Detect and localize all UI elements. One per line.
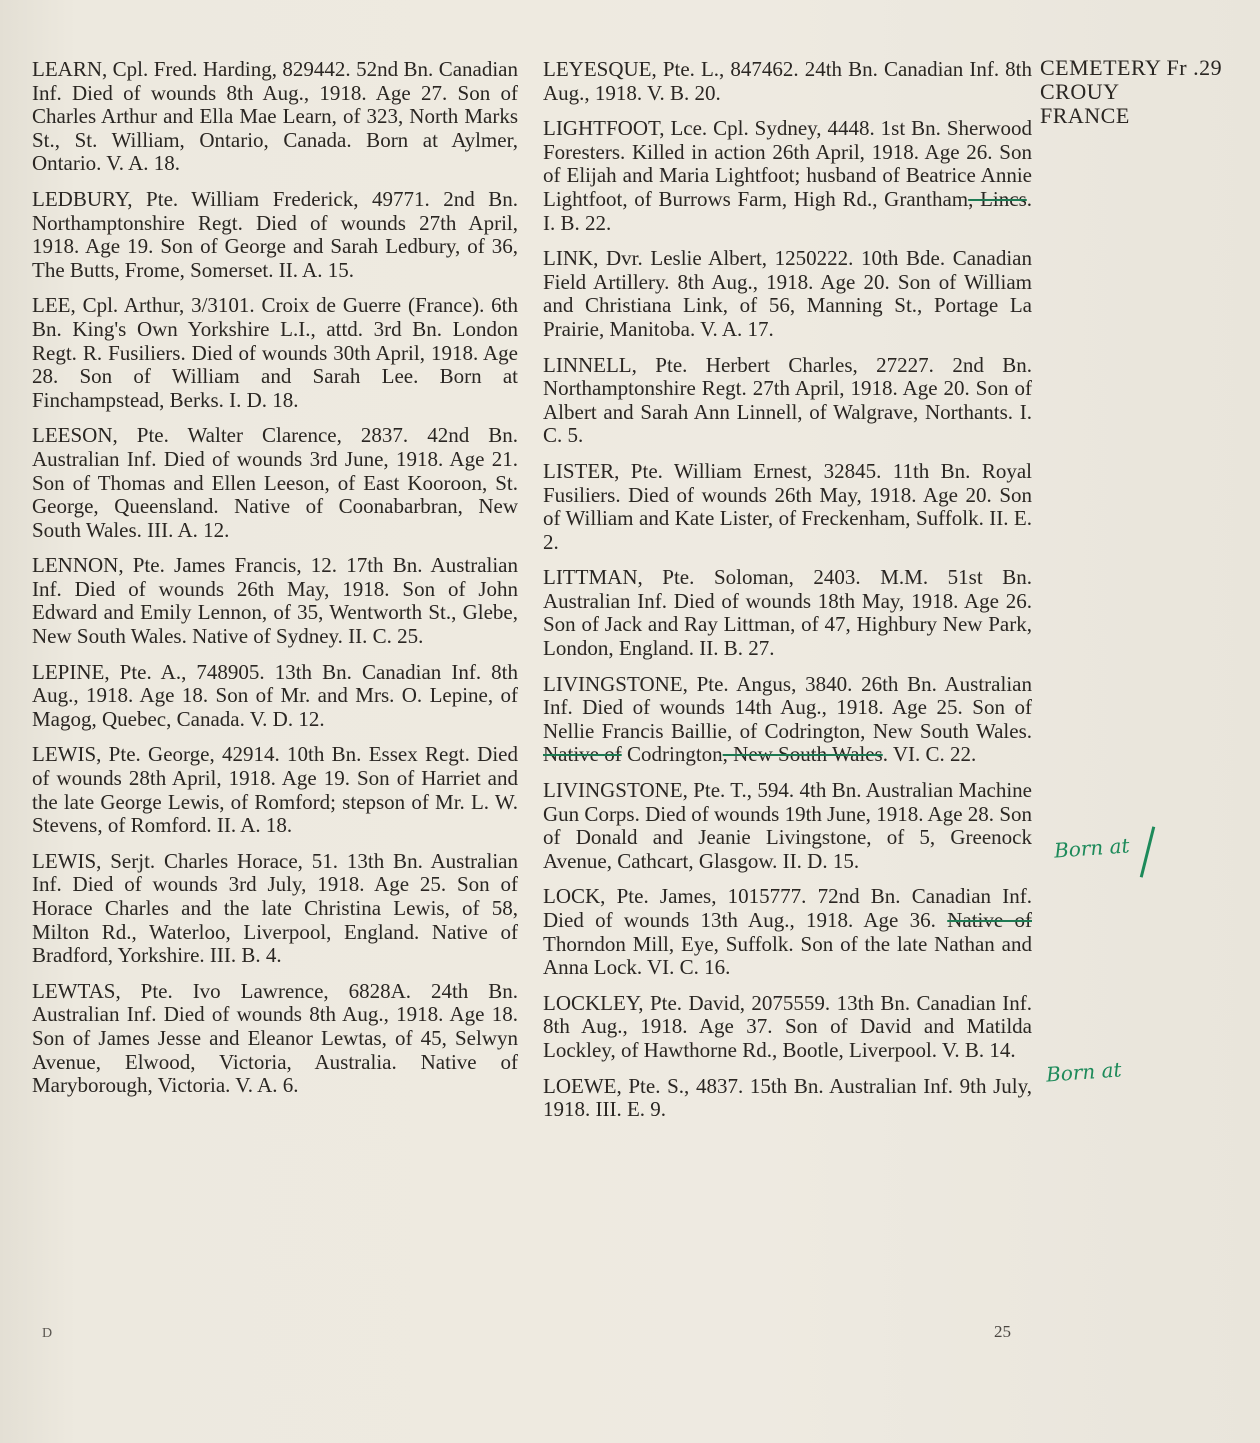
entry-lepine [32, 661, 518, 732]
handwritten-note-lock: Born at [1045, 1057, 1123, 1087]
entry-lennon [32, 554, 518, 648]
handwritten-slash-mark [1140, 826, 1155, 877]
entry-text: LEESON, Pte. Walter Clarence, 2837. 42nd Bn. Australian Inf. Died of wounds 3rd June, 1918. Age 21. Son of Thomas and Ellen Leeson, of East Kooroon, St. George, Queensland. Native of Coonabarbran, New South Wales. III. A. 12. [32, 423, 518, 542]
struck-text: Native of [947, 908, 1032, 932]
entry-leeson [32, 424, 518, 542]
entry-text: LEE, Cpl. Arthur, 3/3101. Croix de Guerre (France). 6th Bn. King's Own Yorkshire L.I., attd. 3rd Bn. London Regt. R. Fusiliers. Died of wounds 30th April, 1918. Age 28. Son of William and Sarah Lee. Born at Finchampstead, Berks. I. D. 18. [32, 293, 518, 412]
right-column [543, 58, 1032, 1134]
entry-text: LITTMAN, Pte. Soloman, 2403. M.M. 51st Bn. Australian Inf. Died of wounds 18th May, 1918. Age 26. Son of Jack and Ray Littman, of 47, Highbury New Park, London, England. II. B. 27. [543, 565, 1032, 661]
entry-text: LIGHTFOOT, Lce. Cpl. Sydney, 4448. 1st Bn. Sherwood Foresters. Killed in action 26th April, 1918. Age 26. Son of Elijah and Maria Lightfoot; husband of Beatrice Annie Lightfoot, of Burrows Farm, High Rd., Grantham, Lincs. I. B. 22. [543, 116, 1033, 235]
struck-text: Native of [543, 742, 622, 767]
entry-lock [543, 885, 1032, 979]
entry-linnell [543, 354, 1032, 448]
entry-lewis-charles [32, 850, 518, 968]
cemetery-line-2: CROUY [1040, 79, 1120, 104]
entry-lee [32, 294, 518, 412]
cemetery-line-1: CEMETERY Fr .29 [1040, 55, 1223, 80]
cemetery-header [1040, 56, 1222, 128]
entry-leyesque [543, 58, 1032, 105]
struck-text: , New South Wales [722, 742, 883, 767]
entry-text: LENNON, Pte. James Francis, 12. 17th Bn. Australian Inf. Died of wounds 26th May, 1918. Son of John Edward and Emily Lennon, of 35, Wentworth St., Glebe, New South Wales. Native of Sydney. II. C. 25. [32, 553, 518, 649]
cemetery-line-3: FRANCE [1040, 103, 1130, 128]
entry-text: LOEWE, Pte. S., 4837. 15th Bn. Australian Inf. 9th July, 1918. III. E. 9. [543, 1073, 1032, 1122]
entry-text: LEARN, Cpl. Fred. Harding, 829442. 52nd Bn. Canadian Inf. Died of wounds 8th Aug., 1918. Age 27. Son of Charles Arthur and Ella Mae Learn, of 323, North Marks St., St. William, Ontario, Canada. Born at Aylmer, Ontario. V. A. 18. [32, 57, 518, 176]
entry-text: LEYESQUE, Pte. L., 847462. 24th Bn. Canadian Inf. 8th Aug., 1918. V. B. 20. [543, 57, 1032, 105]
struck-text: , Lincs [968, 186, 1027, 211]
entry-ledbury [32, 188, 518, 282]
left-column [32, 58, 518, 1110]
entry-text: LOCK, Pte. James, 1015777. 72nd Bn. Canadian Inf. Died of wounds 13th Aug., 1918. Age 36. Native of Thorndon Mill, Eye, Suffolk. Son of the late Nathan and Anna Lock. VI. C. 16. [543, 884, 1032, 980]
page-number: 25 [994, 1322, 1011, 1341]
signature-mark: D [42, 1326, 53, 1341]
entry-text: LINNELL, Pte. Herbert Charles, 27227. 2nd Bn. Northamptonshire Regt. 27th April, 1918. Age 20. Son of Albert and Sarah Ann Linnell, of Walgrave, Northants. I. C. 5. [543, 352, 1032, 448]
entry-littman [543, 566, 1032, 660]
entry-text: LINK, Dvr. Leslie Albert, 1250222. 10th Bde. Canadian Field Artillery. 8th Aug., 1918. Age 20. Son of William and Christiana Link, of 56, Manning St., Portage La Prairie, Manitoba. V. A. 17. [543, 246, 1032, 341]
entry-lightfoot [543, 117, 1032, 235]
entry-livingstone-angus [543, 673, 1032, 767]
entry-text: LEWIS, Pte. George, 42914. 10th Bn. Essex Regt. Died of wounds 28th April, 1918. Age 19. Son of Harriet and the late George Lewis, of Romford; stepson of Mr. L. W. Stevens, of Romford. II. A. 18. [32, 742, 518, 838]
entry-livingstone-t [543, 779, 1032, 873]
entry-link [543, 247, 1032, 341]
entry-text: LEDBURY, Pte. William Frederick, 49771. 2nd Bn. Northamptonshire Regt. Died of wounds 27th April, 1918. Age 19. Son of George and Sarah Ledbury, of 36, The Butts, Frome, Somerset. II. A. 15. [32, 186, 518, 282]
entry-lewtas [32, 980, 518, 1098]
entry-text: LISTER, Pte. William Ernest, 32845. 11th Bn. Royal Fusiliers. Died of wounds 26th May, 1918. Age 20. Son of William and Kate Lister, of Freckenham, Suffolk. II. E. 2. [543, 458, 1032, 554]
entry-loewe [543, 1075, 1032, 1122]
entry-text: LEPINE, Pte. A., 748905. 13th Bn. Canadian Inf. 8th Aug., 1918. Age 18. Son of Mr. and Mrs. O. Lepine, of Magog, Quebec, Canada. V. D. 12. [32, 659, 518, 731]
entry-lewis-george [32, 743, 518, 837]
entry-text: LEWTAS, Pte. Ivo Lawrence, 6828A. 24th Bn. Australian Inf. Died of wounds 8th Aug., 1918. Age 18. Son of James Jesse and Eleanor Lewtas, of 45, Selwyn Avenue, Elwood, Victoria, Australia. Native of Maryborough, Victoria. V. A. 6. [32, 978, 518, 1098]
entry-learn [32, 58, 518, 176]
entry-text: LIVINGSTONE, Pte. T., 594. 4th Bn. Australian Machine Gun Corps. Died of wounds 19th June, 1918. Age 28. Son of Donald and Jeanie Livingstone, of 5, Greenock Avenue, Cathcart, Glasgow. II. D. 15. [543, 778, 1032, 873]
entry-text: LIVINGSTONE, Pte. Angus, 3840. 26th Bn. Australian Inf. Died of wounds 14th Aug., 1918. Age 25. Son of Nellie Francis Baillie, of Codrington, New South Wales. Native of Codrington, New South Wales. VI. C. 22. [543, 671, 1032, 767]
handwritten-note-livingstone: Born at [1053, 833, 1131, 863]
entry-text: LOCKLEY, Pte. David, 2075559. 13th Bn. Canadian Inf. 8th Aug., 1918. Age 37. Son of David and Matilda Lockley, of Hawthorne Rd., Bootle, Liverpool. V. B. 14. [543, 990, 1032, 1062]
entry-text: LEWIS, Serjt. Charles Horace, 51. 13th Bn. Australian Inf. Died of wounds 3rd July, 1918. Age 25. Son of Horace Charles and the late Christina Lewis, of 58, Milton Rd., Waterloo, Liverpool, England. Native of Bradford, Yorkshire. III. B. 4. [32, 848, 518, 968]
entry-lister [543, 460, 1032, 554]
entry-lockley [543, 992, 1032, 1063]
